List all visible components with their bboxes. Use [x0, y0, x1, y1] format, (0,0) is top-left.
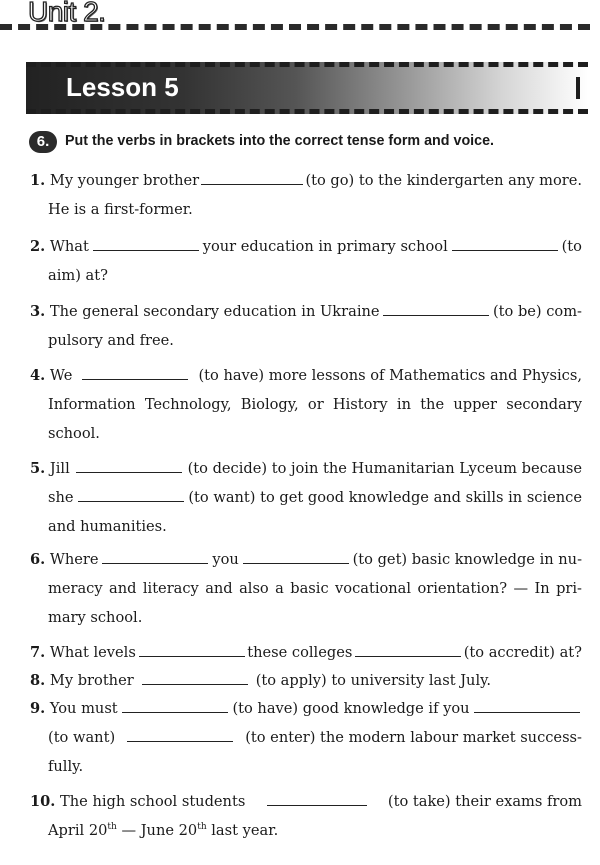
- item-text: He is a first-former.: [48, 201, 193, 218]
- item-text: she: [48, 489, 74, 506]
- item-text: (to want): [48, 729, 116, 746]
- item-text: My younger brother: [49, 172, 200, 189]
- item-text: Jill: [49, 460, 70, 477]
- answer-blank[interactable]: [355, 638, 461, 657]
- lesson-title: Lesson 5: [66, 72, 179, 102]
- answer-blank[interactable]: [78, 483, 184, 502]
- item-number: 5.: [30, 460, 46, 477]
- answer-blank[interactable]: [82, 361, 188, 380]
- lesson-banner: [26, 62, 588, 114]
- item-text: (to have) more lessons of Mathematics and Physics,: [198, 367, 582, 384]
- item-text: (to apply) to university last July.: [255, 672, 492, 689]
- item-text: (to get) basic knowledge in nu-: [352, 551, 582, 568]
- item-text: We: [49, 367, 73, 384]
- answer-blank[interactable]: [267, 787, 367, 806]
- item-number: 8.: [30, 672, 46, 689]
- exercise-item-9: [30, 694, 582, 781]
- item-text: school.: [48, 425, 100, 442]
- item-text: (to take) their exams from: [387, 793, 582, 810]
- item-text: (to go) to the kindergarten any more.: [305, 172, 582, 189]
- exercise-item-10: [30, 787, 582, 845]
- item-text: meracy and literacy and also a basic vocational orientation? — In pri-: [48, 580, 582, 597]
- answer-blank[interactable]: [201, 166, 303, 185]
- answer-blank[interactable]: [122, 694, 228, 713]
- item-number: 3.: [30, 303, 46, 320]
- item-text: your education in primary school: [202, 238, 448, 255]
- exercise-instruction: Put the verbs in brackets into the correct tense form and voice.: [65, 133, 495, 149]
- unit-title: Unit 2.: [28, 0, 106, 27]
- answer-blank[interactable]: [142, 666, 248, 685]
- item-text: aim) at?: [48, 267, 108, 284]
- exercise-item-4: [30, 361, 582, 448]
- item-text: (to accredit) at?: [463, 644, 582, 661]
- answer-blank[interactable]: [76, 454, 182, 473]
- item-text: (to: [561, 238, 582, 255]
- item-number: 10.: [30, 793, 56, 810]
- answer-blank[interactable]: [127, 723, 233, 742]
- item-text: Information Technology, Biology, or History in the upper secondary: [48, 396, 582, 413]
- item-text: fully.: [48, 758, 84, 775]
- superscript-th: th: [107, 822, 117, 833]
- item-text: April 20: [48, 822, 108, 839]
- item-text: (to have) good knowledge if you: [232, 700, 470, 717]
- answer-blank[interactable]: [93, 232, 199, 251]
- item-text: (to be) com-: [492, 303, 582, 320]
- answer-blank[interactable]: [102, 545, 208, 564]
- answer-blank[interactable]: [383, 297, 489, 316]
- item-text: pulsory and free.: [48, 332, 174, 349]
- item-text: (to enter) the modern labour market success-: [245, 729, 582, 746]
- item-text: My brother: [49, 672, 134, 689]
- item-text: last year.: [206, 822, 279, 839]
- item-text: these colleges: [247, 644, 353, 661]
- item-number: 1.: [30, 172, 46, 189]
- item-text: What levels: [49, 644, 136, 661]
- item-number: 4.: [30, 367, 46, 384]
- item-text: You must: [49, 700, 118, 717]
- answer-blank[interactable]: [139, 638, 245, 657]
- item-text: (to want) to get good knowledge and skills in science: [188, 489, 582, 506]
- item-text: What: [49, 238, 89, 255]
- item-number: 6.: [30, 551, 46, 568]
- exercise-item-8: [30, 666, 582, 695]
- superscript-th: th: [197, 822, 207, 833]
- header-divider: [0, 24, 590, 30]
- item-text: and humanities.: [48, 518, 167, 535]
- item-text: The high school students: [60, 793, 246, 810]
- answer-blank[interactable]: [474, 694, 580, 713]
- exercise-item-1: [30, 166, 582, 224]
- item-text: (to decide) to join the Humanitarian Lyceum because: [187, 460, 582, 477]
- item-text: mary school.: [48, 609, 143, 626]
- item-text: you: [212, 551, 239, 568]
- exercise-item-3: [30, 297, 582, 355]
- answer-blank[interactable]: [452, 232, 558, 251]
- exercise-item-7: [30, 638, 582, 667]
- exercise-item-2: [30, 232, 582, 290]
- item-number: 7.: [30, 644, 46, 661]
- exercise-number-badge: 6.: [29, 131, 57, 153]
- exercise-item-5: [30, 454, 582, 541]
- exercise-item-6: [30, 545, 582, 632]
- item-text: Where: [49, 551, 99, 568]
- answer-blank[interactable]: [243, 545, 349, 564]
- item-number: 2.: [30, 238, 46, 255]
- banner-end-mark: [576, 77, 580, 99]
- item-text: The general secondary education in Ukraine: [49, 303, 380, 320]
- item-number: 9.: [30, 700, 46, 717]
- item-text: — June 20: [116, 822, 198, 839]
